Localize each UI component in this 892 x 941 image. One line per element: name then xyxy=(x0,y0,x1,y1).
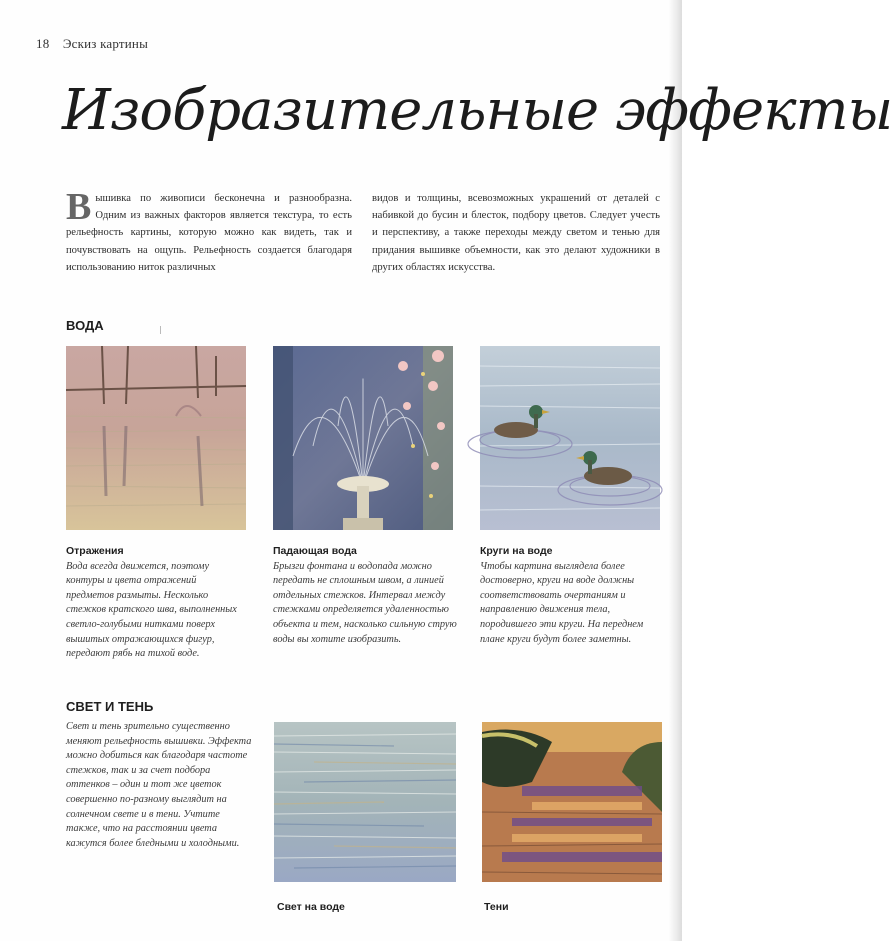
reflections-photo xyxy=(66,346,246,530)
ducks-photo-bg xyxy=(480,346,660,530)
caption-body: Брызги фонтана и водопада можно передать не сплошным швом, а линией отдельных стежков. Интервал между стежками определяется удаленностью объекта и тем, насколько сильную струю воды вы хотите изобразить. xyxy=(273,560,457,645)
intro-text-left: ышивка по живописи бесконечна и разнообразна. Одним из важных факторов является текстура, то есть рельефность картины, которую можно как видеть, так и почувствовать на ощупь. Рельефность создается благодаря использованию ниток различных xyxy=(66,193,352,273)
light-section-body: Свет и тень зрительно существенно меняют рельефность вышивки. Эффекта можно добиться как благодаря частоте стежков, так и за счет подбора оттенков – один и тот же цветок совершенно по-разному выглядит на солнечном свете и в тени. Учтите также, что на расстоянии цвета кажутся более бледными и холодными. xyxy=(66,721,252,849)
intro-column-right: видов и толщины, всевозможных украшений от деталей с набивкой до бусин и блесток, подбору цветов. Следует учесть и перспективу, а также переходы между светом и тенью для придания вышивке объемности, как это делают художники в других областях искусства. xyxy=(372,193,660,273)
caption-body: Вода всегда движется, поэтому контуры и цвета отражений предметов размыты. Несколько стежков кратского шва, выполненных светло-голубыми нитками поверх вышитых отражающихся фигур, передают рябь на тихой воде. xyxy=(66,560,237,660)
caption-title: Падающая вода xyxy=(273,545,357,557)
page-number: 18 xyxy=(36,36,50,51)
caption-title: Отражения xyxy=(66,545,124,557)
caption-body: Чтобы картина выглядела более достоверно, круги на воде должны соответствовать очертаниям и направлению движения тела, породившего эти круги. На переднем плане круги будут более заметны. xyxy=(480,560,644,645)
page-title: Изобразительные эффекты xyxy=(62,78,892,143)
light-on-water-label: Свет на воде xyxy=(277,901,345,913)
fountain-photo xyxy=(273,346,453,530)
reflections-photo-bg xyxy=(66,346,246,530)
light-on-water-photo xyxy=(274,722,456,882)
caption-reflections xyxy=(66,544,246,662)
caption-falling-water xyxy=(273,544,457,647)
water-section-heading: ВОДА xyxy=(66,318,104,333)
light-section-heading: СВЕТ И ТЕНЬ xyxy=(66,699,154,714)
running-head xyxy=(36,36,148,52)
caption-water-circles xyxy=(480,544,660,647)
ducks-photo xyxy=(480,346,660,530)
divider-tick xyxy=(160,326,161,334)
running-title: Эскиз картины xyxy=(62,36,149,51)
light-section-text xyxy=(66,720,252,851)
drop-cap: В xyxy=(66,186,92,228)
shadows-label: Тени xyxy=(484,901,509,913)
intro-column-left xyxy=(66,186,352,276)
shadows-photo xyxy=(482,722,662,882)
caption-title: Круги на воде xyxy=(480,545,553,557)
